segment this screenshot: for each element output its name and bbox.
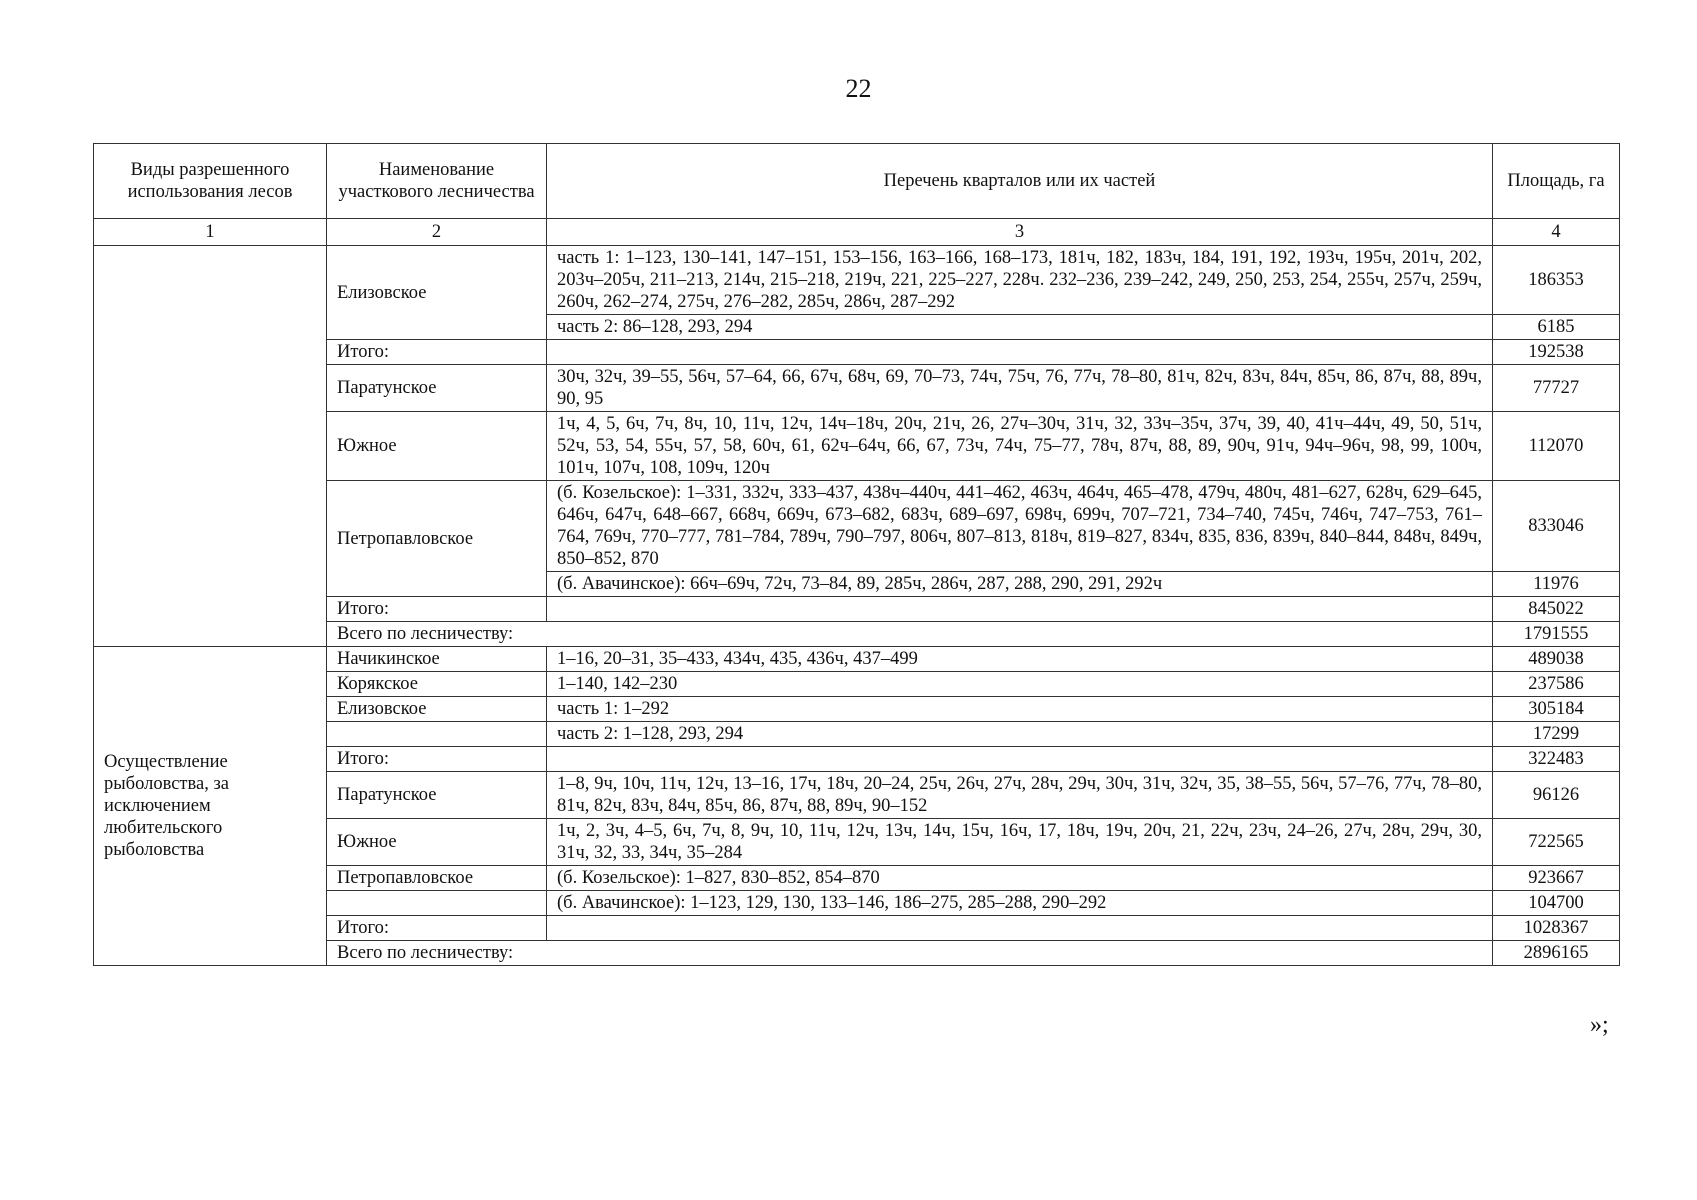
quarters-cell: 1ч, 2, 3ч, 4–5, 6ч, 7ч, 8, 9ч, 10, 11ч, 12ч, 13ч, 14ч, 15ч, 16ч, 17, 18ч, 19ч, 20ч, 21, 22ч, 23ч, 24–26, 27ч, 28ч, 29ч, 30, 31ч, 32, 33, 34ч, 35–284 xyxy=(547,819,1493,866)
district-cell xyxy=(327,891,547,916)
area-cell: 305184 xyxy=(1493,697,1620,722)
quarters-cell: 1ч, 4, 5, 6ч, 7ч, 8ч, 10, 11ч, 12ч, 14ч–18ч, 20ч, 21ч, 26, 27ч–30ч, 31ч, 32, 33ч–35ч, 37ч, 39, 40, 41ч–44ч, 49, 50, 51ч, 52ч, 53, 54, 55ч, 57, 58, 60ч, 61, 62ч–64ч, 66, 67, 73ч, 74ч, 75–77, 78ч, 87ч, 88, 89, 90ч, 91ч, 94ч–96ч, 98, 99, 100ч, 101ч, 107ч, 108, 109ч, 120ч xyxy=(547,412,1493,481)
area-cell: 923667 xyxy=(1493,866,1620,891)
district-cell xyxy=(327,722,547,747)
quarters-cell xyxy=(547,340,1493,365)
area-cell: 722565 xyxy=(1493,819,1620,866)
quarters-cell xyxy=(547,747,1493,772)
area-cell: 192538 xyxy=(1493,340,1620,365)
district-cell: Елизовское xyxy=(327,697,547,722)
district-cell: Итого: xyxy=(327,916,547,941)
district-cell: Петропавловское xyxy=(327,481,547,597)
header-quarters: Перечень кварталов или их частей xyxy=(547,144,1493,219)
table-row xyxy=(94,246,1620,315)
quarters-cell: 1–16, 20–31, 35–433, 434ч, 435, 436ч, 437–499 xyxy=(547,647,1493,672)
quarters-cell xyxy=(547,597,1493,622)
district-cell: Паратунское xyxy=(327,365,547,412)
district-cell: Итого: xyxy=(327,747,547,772)
area-cell: 845022 xyxy=(1493,597,1620,622)
area-cell: 104700 xyxy=(1493,891,1620,916)
header-district: Наименование участкового лесничества xyxy=(327,144,547,219)
table-row xyxy=(94,647,1620,672)
quarters-cell: (б. Козельское): 1–827, 830–852, 854–870 xyxy=(547,866,1493,891)
header-area: Площадь, га xyxy=(1493,144,1620,219)
use-type-cell: Осуществление рыболовства, за исключением любительского рыболовства xyxy=(94,647,327,966)
quarters-cell: 1–140, 142–230 xyxy=(547,672,1493,697)
area-cell: 17299 xyxy=(1493,722,1620,747)
area-cell: 833046 xyxy=(1493,481,1620,572)
area-cell: 6185 xyxy=(1493,315,1620,340)
area-cell: 489038 xyxy=(1493,647,1620,672)
column-number: 4 xyxy=(1493,219,1620,246)
district-cell: Корякское xyxy=(327,672,547,697)
area-cell: 322483 xyxy=(1493,747,1620,772)
area-cell: 2896165 xyxy=(1493,941,1620,966)
quarters-cell: часть 1: 1–123, 130–141, 147–151, 153–156, 163–166, 168–173, 181ч, 182, 183ч, 184, 191, 192, 193ч, 195ч, 201ч, 202, 203ч–205ч, 211–213, 214ч, 215–218, 219ч, 221, 225–227, 228ч. 232–236, 239–242, 249, 250, 253, 254, 255ч, 257ч, 259ч, 260ч, 262–274, 275ч, 276–282, 285ч, 286ч, 287–292 xyxy=(547,246,1493,315)
area-cell: 77727 xyxy=(1493,365,1620,412)
district-cell: Итого: xyxy=(327,340,547,365)
district-cell: Елизовское xyxy=(327,246,547,340)
header-use-type: Виды разрешенного использования лесов xyxy=(94,144,327,219)
area-cell: 112070 xyxy=(1493,412,1620,481)
quarters-cell: часть 2: 86–128, 293, 294 xyxy=(547,315,1493,340)
district-cell: Южное xyxy=(327,819,547,866)
page-number: 22 xyxy=(845,74,872,103)
quarters-cell: 1–8, 9ч, 10ч, 11ч, 12ч, 13–16, 17ч, 18ч, 20–24, 25ч, 26ч, 27ч, 28ч, 29ч, 30ч, 31ч, 32ч, 35, 38–55, 56ч, 57–76, 77ч, 78–80, 81ч, 82ч, 83ч, 84ч, 85ч, 86, 87ч, 88, 89ч, 90–152 xyxy=(547,772,1493,819)
quarters-cell: часть 2: 1–128, 293, 294 xyxy=(547,722,1493,747)
column-number: 2 xyxy=(327,219,547,246)
column-number: 3 xyxy=(547,219,1493,246)
area-cell: 1028367 xyxy=(1493,916,1620,941)
quarters-cell xyxy=(547,916,1493,941)
district-cell: Начикинское xyxy=(327,647,547,672)
district-cell: Петропавловское xyxy=(327,866,547,891)
area-cell: 237586 xyxy=(1493,672,1620,697)
closing-quote-mark: »; xyxy=(1590,1012,1609,1038)
district-cell: Паратунское xyxy=(327,772,547,819)
quarters-cell: (б. Козельское): 1–331, 332ч, 333–437, 438ч–440ч, 441–462, 463ч, 464ч, 465–478, 479ч, 480ч, 481–627, 628ч, 629–645, 646ч, 647ч, 648–667, 668ч, 669ч, 673–682, 683ч, 689–697, 698ч, 699ч, 707–721, 734–740, 745ч, 746ч, 747–753, 761–764, 769ч, 770–777, 781–784, 789ч, 790–797, 806ч, 807–813, 818ч, 819–827, 834ч, 835, 836, 839ч, 840–844, 848ч, 849ч, 850–852, 870 xyxy=(547,481,1493,572)
quarters-cell: (б. Авачинское): 1–123, 129, 130, 133–146, 186–275, 285–288, 290–292 xyxy=(547,891,1493,916)
use-type-cell xyxy=(94,246,327,647)
header-row xyxy=(94,144,1620,219)
district-total-label: Всего по лесничеству: xyxy=(327,941,1493,966)
quarters-cell: (б. Авачинское): 66ч–69ч, 72ч, 73–84, 89, 285ч, 286ч, 287, 288, 290, 291, 292ч xyxy=(547,572,1493,597)
district-cell: Южное xyxy=(327,412,547,481)
area-cell: 11976 xyxy=(1493,572,1620,597)
quarters-cell: часть 1: 1–292 xyxy=(547,697,1493,722)
column-number: 1 xyxy=(94,219,327,246)
area-cell: 186353 xyxy=(1493,246,1620,315)
district-cell: Итого: xyxy=(327,597,547,622)
quarters-cell: 30ч, 32ч, 39–55, 56ч, 57–64, 66, 67ч, 68ч, 69, 70–73, 74ч, 75ч, 76, 77ч, 78–80, 81ч, 82ч, 83ч, 84ч, 85ч, 86, 87ч, 88, 89ч, 90, 95 xyxy=(547,365,1493,412)
column-number-row xyxy=(94,219,1620,246)
area-cell: 1791555 xyxy=(1493,622,1620,647)
district-total-label: Всего по лесничеству: xyxy=(327,622,1493,647)
forest-use-table xyxy=(93,143,1620,966)
area-cell: 96126 xyxy=(1493,772,1620,819)
